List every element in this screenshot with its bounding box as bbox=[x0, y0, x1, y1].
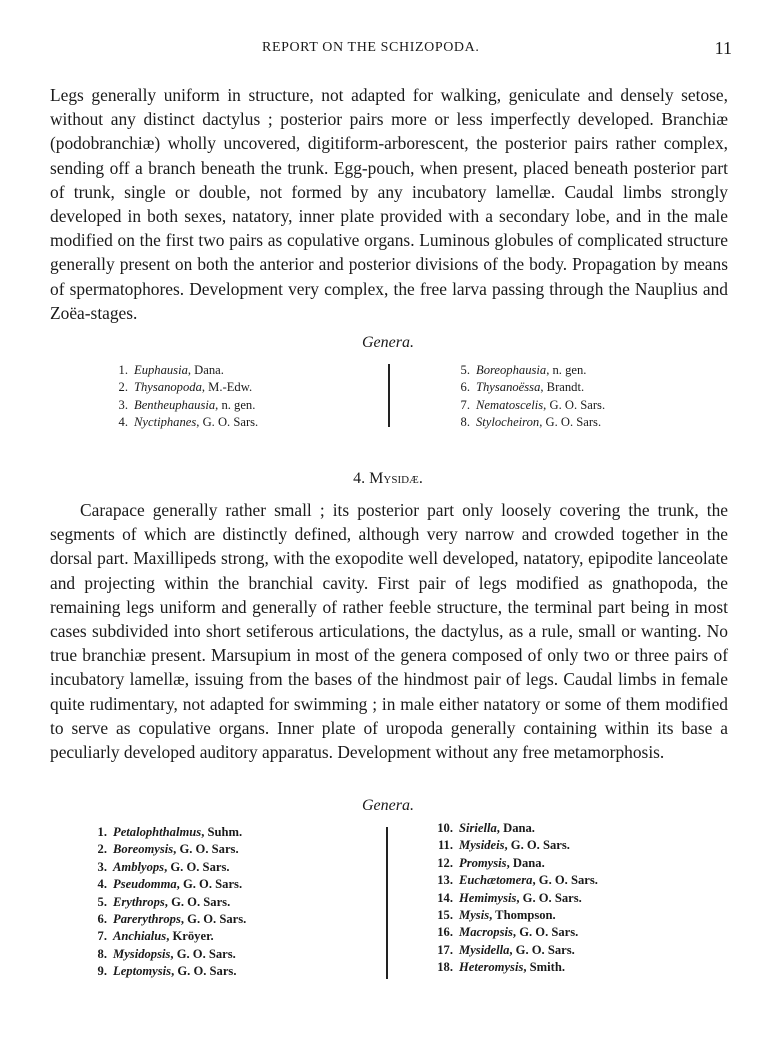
genus-author: , n. gen. bbox=[546, 363, 587, 377]
genus-item bbox=[432, 942, 598, 959]
genus-item bbox=[458, 379, 605, 396]
genus-author: , G. O. Sars. bbox=[170, 946, 236, 961]
genus-number: 17. bbox=[437, 942, 453, 957]
genus-number: 10. bbox=[437, 821, 453, 835]
genus-number: 1. bbox=[118, 363, 128, 377]
column-divider bbox=[386, 827, 388, 979]
genus-item bbox=[95, 963, 246, 980]
genus-name: Anchialus bbox=[113, 929, 167, 944]
genus-author: , G. O. Sars. bbox=[180, 912, 247, 927]
genus-item bbox=[95, 911, 246, 928]
genus-name: Parerythrops bbox=[113, 912, 181, 927]
genus-name: Boreomysis bbox=[113, 842, 174, 857]
genus-item bbox=[95, 876, 246, 893]
genus-item bbox=[458, 397, 605, 414]
genus-name: Hemimysis bbox=[459, 890, 517, 905]
genus-number: 12. bbox=[437, 855, 453, 870]
genus-number: 18. bbox=[437, 960, 453, 975]
genus-item bbox=[432, 837, 598, 854]
genus-name: Euchætomera bbox=[459, 873, 533, 888]
genus-name: Petalophthalmus bbox=[113, 825, 202, 839]
genus-item bbox=[432, 890, 598, 907]
genus-author: , G. O. Sars. bbox=[504, 838, 570, 853]
genus-name: Macropsis bbox=[459, 925, 513, 940]
genus-number: 5. bbox=[97, 894, 107, 909]
genus-item bbox=[458, 414, 605, 431]
euphausiidae-genera-left bbox=[116, 362, 258, 432]
genus-number: 6. bbox=[97, 912, 107, 927]
genus-number: 8. bbox=[97, 946, 107, 961]
genus-item bbox=[116, 362, 258, 379]
genus-item bbox=[432, 924, 598, 941]
genus-item bbox=[432, 855, 598, 872]
genus-number: 15. bbox=[437, 908, 453, 923]
genus-author: , G. O. Sars. bbox=[539, 415, 602, 430]
running-title: REPORT ON THE SCHIZOPODA. bbox=[262, 40, 480, 55]
genus-name: Mysidopsis bbox=[113, 946, 171, 961]
genus-number: 1. bbox=[97, 825, 107, 839]
page-header bbox=[0, 40, 776, 64]
genus-name: Bentheuphausia bbox=[134, 397, 216, 412]
genus-name: Pseudomma bbox=[113, 877, 177, 892]
genus-name: Nyctiphanes bbox=[134, 415, 197, 430]
genus-item bbox=[432, 872, 598, 889]
genus-item bbox=[432, 907, 598, 924]
page-number: 11 bbox=[714, 38, 732, 58]
mysidae-genera-title: Genera. bbox=[362, 797, 414, 814]
genus-author: , G. O. Sars. bbox=[509, 942, 575, 957]
genus-author: , G. O. Sars. bbox=[196, 415, 259, 430]
genus-author: , Dana. bbox=[496, 821, 535, 835]
genus-number: 5. bbox=[460, 363, 470, 377]
genus-number: 7. bbox=[460, 397, 470, 412]
genus-item bbox=[458, 362, 605, 379]
genus-number: 3. bbox=[118, 397, 128, 412]
genus-name: Euphausia bbox=[134, 363, 188, 377]
genus-author: , G. O. Sars. bbox=[173, 842, 239, 857]
genus-item bbox=[95, 946, 246, 963]
genus-name: Mysidella bbox=[459, 942, 510, 957]
genus-author: , G. O. Sars. bbox=[532, 873, 598, 888]
genus-number: 4. bbox=[118, 415, 128, 430]
genus-name: Promysis bbox=[459, 855, 507, 870]
genus-number: 14. bbox=[437, 890, 453, 905]
section-name: Mysidæ. bbox=[369, 470, 423, 487]
genus-author: , Kröyer. bbox=[166, 929, 214, 944]
genus-name: Stylocheiron bbox=[476, 415, 540, 430]
genus-author: , Dana. bbox=[506, 855, 545, 870]
genus-item bbox=[116, 414, 258, 431]
genus-author: , G. O. Sars. bbox=[164, 894, 231, 909]
genus-number: 7. bbox=[97, 929, 107, 944]
genus-number: 13. bbox=[437, 873, 453, 888]
genus-item bbox=[95, 894, 246, 911]
genus-item bbox=[432, 959, 598, 976]
genus-name: Boreophausia bbox=[476, 363, 547, 377]
genus-item bbox=[95, 859, 246, 876]
genus-item bbox=[95, 928, 246, 945]
genus-name: Heteromysis bbox=[459, 960, 524, 975]
genus-number: 11. bbox=[437, 838, 453, 853]
genus-author: , Smith. bbox=[523, 960, 565, 975]
genus-author: , G. O. Sars. bbox=[176, 877, 243, 892]
genus-author: , G. O. Sars. bbox=[512, 925, 579, 940]
genus-author: , Brandt. bbox=[540, 380, 585, 395]
mysidae-description: Carapace generally rather small ; its posterior part only loosely covering the trunk, the segments of which are distinctly defined, although very narrow and crowded together in the dorsal part. Maxillipeds strong, with the exopodite well developed, natatory, epipodite lanceolate and projecting within the branchial cavity. First pair of legs modified as gnathopoda, the remaining legs uniform and generally of rather feeble structure, the terminal part being in most cases subdivided into short setiferous articulations, the dactylus, as a rule, small or wanting. No true branchiæ present. Marsupium in most of the genera composed of only two or three pairs of incubatory lamellæ, issuing from the bases of the hindmost pair of legs. Caudal limbs in female quite rudimentary, not adapted for swimming ; in male either natatory or some of them modified to serve as copulative organs. Inner plate of uropoda generally containing within its base a peculiarly developed auditory apparatus. Development without any free metamorphosis. bbox=[50, 500, 728, 763]
mysidae-genera-right bbox=[432, 820, 598, 977]
genus-name: Mysideis bbox=[459, 838, 505, 853]
euphausiidae-description: Legs generally uniform in structure, not adapted for walking, geniculate and densely setose, without any distinct dactylus ; posterior pairs more or less imperfectly developed. Branchiæ (podobranchiæ) wholly uncovered, digitiform-arborescent, the posterior pairs rather complex, sending off a branch beneath the trunk. Egg-pouch, when present, placed beneath posterior part of trunk, single or double, not formed by any incubatory lamellæ. Caudal limbs strongly developed in both sexes, natatory, inner plate provided with a secondary lobe, and in the male modified on the first two pairs as copulative organs. Luminous globules of complicated structure generally present on both the anterior and posterior divisions of the body. Propagation by means of spermatophores. Development very complex, the free larva passing through the Nauplius and Zoëa-stages. bbox=[50, 85, 728, 323]
genus-number: 16. bbox=[437, 925, 453, 940]
genus-number: 3. bbox=[97, 859, 107, 874]
genus-author: , n. gen. bbox=[215, 397, 256, 412]
genus-author: , Suhm. bbox=[201, 825, 243, 839]
genus-author: , Dana. bbox=[187, 363, 224, 377]
genus-item bbox=[116, 397, 258, 414]
genus-number: 4. bbox=[97, 877, 107, 892]
genus-author: , Thompson. bbox=[489, 908, 556, 923]
genus-author: , G. O. Sars. bbox=[516, 890, 582, 905]
section-number: 4. bbox=[353, 470, 366, 487]
genus-name: Erythrops bbox=[113, 894, 165, 909]
genus-author: , G. O. Sars. bbox=[171, 964, 237, 979]
genus-item bbox=[95, 824, 246, 841]
genus-name: Mysis bbox=[459, 908, 490, 923]
genus-author: , M.-Edw. bbox=[201, 380, 253, 395]
genus-item bbox=[432, 820, 598, 837]
genus-number: 6. bbox=[460, 380, 470, 395]
genus-name: Thysanopoda bbox=[134, 380, 202, 395]
genus-item bbox=[95, 841, 246, 858]
genus-name: Leptomysis bbox=[113, 964, 172, 979]
euphausiidae-genera-title: Genera. bbox=[362, 334, 414, 351]
genus-name: Thysanoëssa bbox=[476, 380, 541, 395]
section-heading-mysidae bbox=[0, 470, 776, 488]
genus-name: Amblyops bbox=[113, 859, 165, 874]
genus-name: Siriella bbox=[459, 821, 497, 835]
mysidae-genera-left bbox=[95, 824, 246, 981]
column-divider bbox=[388, 364, 390, 427]
genus-name: Nematoscelis bbox=[476, 397, 544, 412]
genus-item bbox=[116, 379, 258, 396]
genus-author: , G. O. Sars. bbox=[164, 859, 230, 874]
genus-number: 9. bbox=[97, 964, 107, 979]
genus-number: 8. bbox=[460, 415, 470, 430]
genus-number: 2. bbox=[97, 842, 107, 857]
genus-number: 2. bbox=[118, 380, 128, 395]
euphausiidae-genera-right bbox=[458, 362, 605, 432]
genus-author: , G. O. Sars. bbox=[543, 397, 606, 412]
